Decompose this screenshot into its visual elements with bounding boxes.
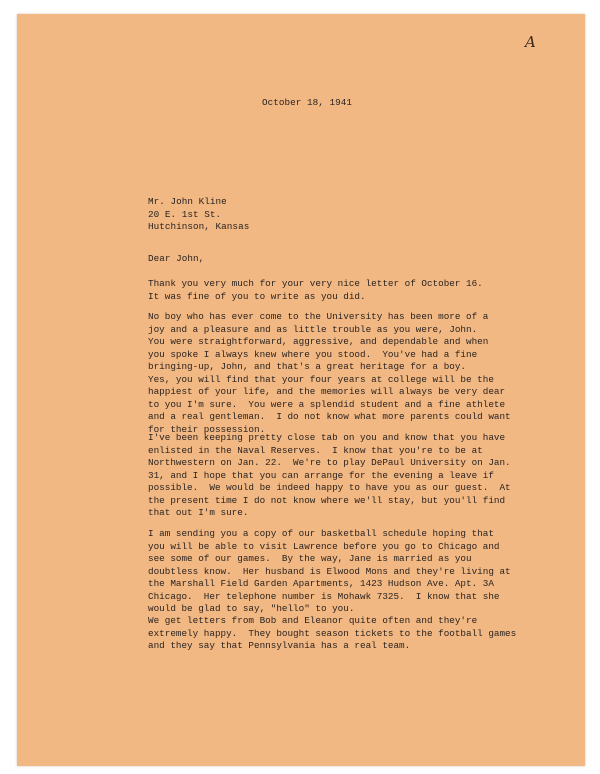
text-line: bringing-up, John, and that's a great heritage for a boy. bbox=[148, 361, 467, 372]
letter-date: October 18, 1941 bbox=[262, 97, 353, 108]
recipient-street: 20 E. 1st St. bbox=[148, 209, 222, 220]
text-line: No boy who has ever come to the University has been more of a bbox=[148, 311, 489, 322]
text-line: possible. We would be indeed happy to have you as our guest. At bbox=[148, 482, 511, 493]
recipient-city: Hutchinson, Kansas bbox=[148, 221, 250, 232]
recipient-name: Mr. John Kline bbox=[148, 196, 227, 207]
text-line: see some of our games. By the way, Jane is married as you bbox=[148, 553, 472, 564]
salutation: Dear John, bbox=[148, 253, 205, 264]
text-line: and they say that Pennsylvania has a real team. bbox=[148, 640, 411, 651]
text-line: I am sending you a copy of our basketball schedule hoping that bbox=[148, 528, 494, 539]
text-line: doubtless know. Her husband is Elwood Mons and they're living at bbox=[148, 565, 511, 577]
text-line: Chicago. Her telephone number is Mohawk 7325. I know that she bbox=[148, 590, 500, 602]
handwritten-corner-mark: A bbox=[525, 33, 536, 51]
paragraph-bob-and-eleanor bbox=[148, 615, 516, 653]
paragraph-thanks bbox=[148, 278, 483, 303]
text-line: extremely happy. They bought season tickets to the football games bbox=[148, 627, 517, 639]
text-line: It was fine of you to write as you did. bbox=[148, 290, 366, 302]
paragraph-praise bbox=[148, 311, 511, 436]
paragraph-basketball-schedule bbox=[148, 528, 511, 616]
text-line: that out I'm sure. bbox=[148, 507, 249, 518]
text-line: you will be able to visit Lawrence before you go to Chicago and bbox=[148, 540, 500, 552]
text-line: and a real gentleman. I do not know what more parents could want bbox=[148, 411, 511, 422]
text-line: would be glad to say, "hello" to you. bbox=[148, 603, 355, 614]
text-line: the present time I do not know where we'll stay, but you'll find bbox=[148, 494, 506, 506]
text-line: Yes, you will find that your four years at college will be the bbox=[148, 373, 494, 385]
text-line: You were straightforward, aggressive, and dependable and when bbox=[148, 336, 489, 347]
text-line: happiest of your life, and the memories will always be very dear bbox=[148, 386, 506, 397]
text-line: I've been keeping pretty close tab on you and know that you have bbox=[148, 432, 506, 443]
text-line: Northwestern on Jan. 22. We're to play DePaul University on Jan. bbox=[148, 457, 511, 468]
text-line: enlisted in the Naval Reserves. I know that you're to be at bbox=[148, 444, 483, 456]
text-line: 31, and I hope that you can arrange for the evening a leave if bbox=[148, 469, 494, 481]
text-line: the Marshall Field Garden Apartments, 1423 Hudson Ave. Apt. 3A bbox=[148, 578, 494, 589]
text-line: to you I'm sure. You were a splendid student and a fine athlete bbox=[148, 398, 506, 410]
text-line: for their possession. bbox=[148, 423, 266, 435]
text-line: joy and a pleasure and as little trouble as you were, John. bbox=[148, 323, 478, 335]
text-line: you spoke I always knew where you stood. You've had a fine bbox=[148, 348, 478, 360]
text-line: We get letters from Bob and Eleanor quite often and they're bbox=[148, 615, 478, 626]
text-line: Thank you very much for your very nice letter of October 16. bbox=[148, 278, 483, 289]
paragraph-naval-reserves bbox=[148, 432, 511, 520]
